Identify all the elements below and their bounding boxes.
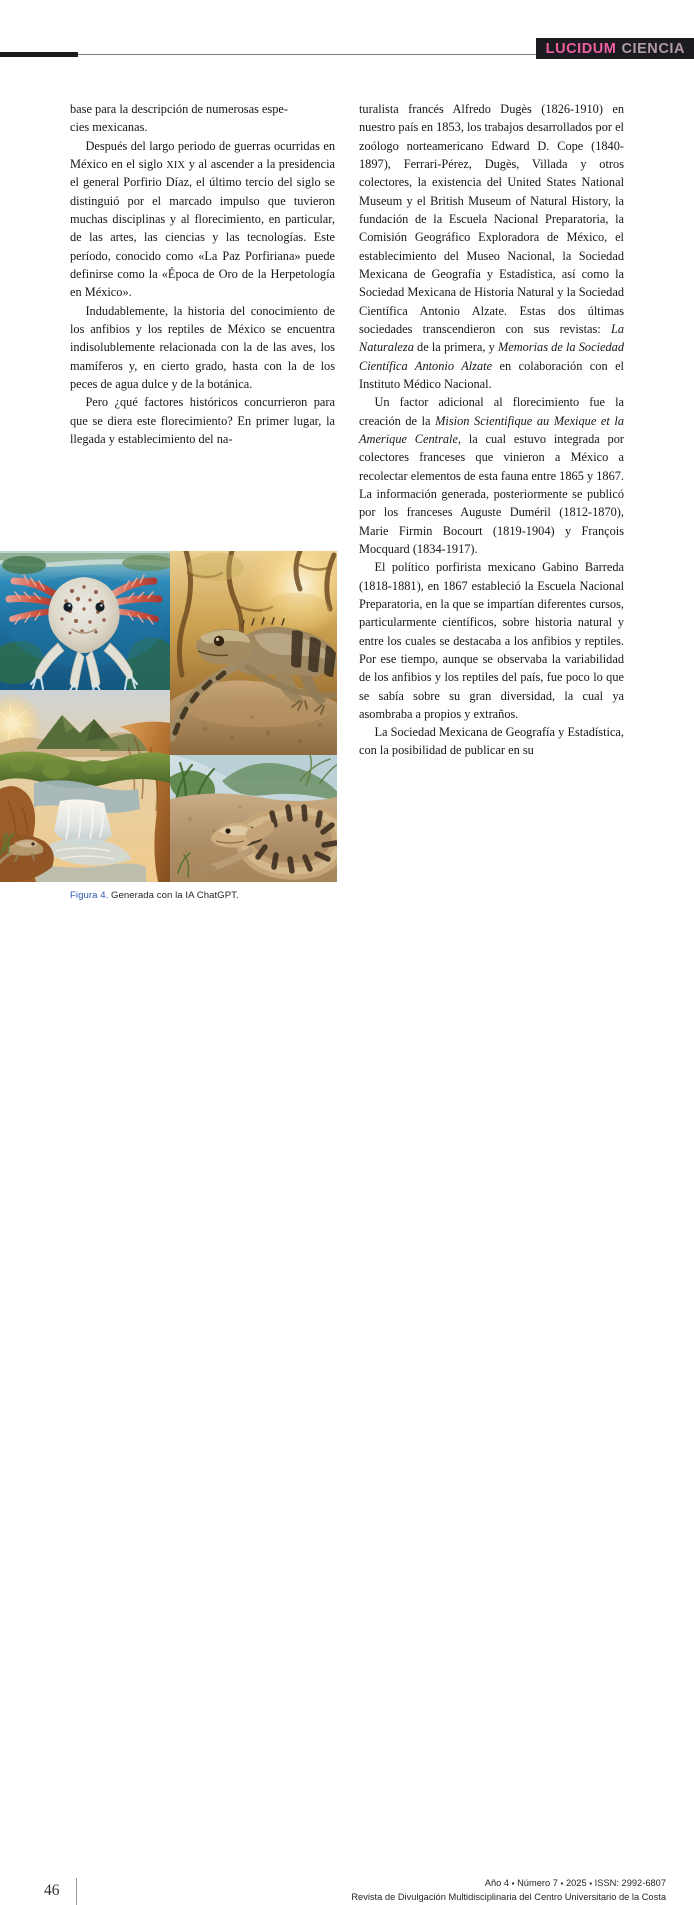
footer-imprint (351, 1876, 666, 1905)
body-column-left (70, 100, 335, 448)
figure-caption-label: Figura 4. (70, 890, 109, 901)
paragraph: Pero ¿qué factores históricos concurrieron para que se diera este florecimiento? En primer lugar, la llegada y establecimiento del na- (70, 395, 335, 446)
masthead-banner (536, 38, 694, 59)
iguana-photo (170, 533, 352, 755)
paragraph: Indudablemente, la historia del conocimiento de los anfibios y los reptiles de México se encuentra indisolublemente relacionada con la de las aves, los mamíferos y, en cierto grado, hasta con la de los peces de agua dulce y de la botánica. (70, 303, 335, 391)
figure-4-collage (0, 551, 337, 882)
page-number: 46 (44, 1882, 60, 1899)
journal-title-memorias: Memorias de la Sociedad Científica Antonio Alzate (359, 340, 625, 373)
paragraph: turalista francés Alfredo Dugès (1826-1910) en nuestro país en 1853, los trabajos desarrollados por el zoólogo norteamericano Edward D. Cope (1840-1897), Ferrari-Pérez, Dugès, Villada y otros colectores, la existencia del United States National Museum y el British Museum of Natural History, la fundación de la Escuela Nacional Preparatoria, la Comisión Geográfico Exploradora de México, el establecimiento del Museo Nacional, la Sociedad Mexicana de Geografía y Estadística, así como la Sociedad Mexicana de Historia Natural y la Sociedad Científica Antonio Alzate. Estas dos últimas sociedades transcendieron con sus revistas: La Naturaleza de la primera, y Memorias de la Sociedad Científica Antonio Alzate en colaboración con el Instituto Médico Nacional. (359, 102, 625, 391)
folio-divider (76, 1878, 77, 1905)
footer-issue: Número 7 (517, 1878, 558, 1888)
masthead-secondary-word: CIENCIA (621, 40, 685, 57)
footer-journal-line: Revista de Divulgación Multidisciplinaria del Centro Universitario de la Costa (351, 1892, 666, 1903)
journal-title-naturaleza: La Naturaleza (359, 321, 624, 355)
body-column-right (359, 100, 624, 760)
page-header (0, 0, 694, 78)
axolotl-photo (0, 551, 174, 694)
rattlesnake-photo (170, 755, 341, 882)
footer-year: Año 4 (484, 1878, 510, 1888)
paragraph: El político porfirista mexicano Gabino Barreda (1818-1881), en 1867 estableció la Escuela Nacional Preparatoria, en la que se impartían diferentes cursos, particularmente científicos, sobre historia natural y entre los cuales se destacaba a los anfibios y reptiles. Por ese tiempo, aunque se observaba la variabilidad de los anfibios y los reptiles del país, fue poco lo que se sabía sobre su gran diversidad, la cual ya asombraba a propios y extraños. (359, 560, 624, 721)
figure-caption-text: Generada con la IA ChatGPT. (111, 890, 239, 901)
footer-separator: ▪ (589, 1879, 593, 1888)
footer-publication-year: 2025 (565, 1878, 587, 1888)
footer-separator: ▪ (560, 1879, 564, 1888)
figure-caption (70, 890, 370, 901)
collage-svg (0, 551, 337, 882)
footer-separator: ▪ (511, 1879, 515, 1888)
masthead-primary-word: LUCIDUM (545, 40, 617, 57)
waterfall-landscape-photo (0, 690, 170, 882)
mission-title: Mision Scientifique au Mexique et la Amerique Centrale (359, 413, 624, 446)
footer-issn: ISSN: 2992-6807 (594, 1878, 666, 1888)
page-footer (0, 938, 694, 1903)
paragraph: base para la descripción de numerosas espe- cies mexicanas. (70, 102, 288, 135)
paragraph: Un factor adicional al florecimiento fue la creación de la Mision Scientifique au Mexique et la Amerique Centrale, la cual estuvo integrada por colectores franceses que vinieron a México a recolectar elementos de esta fauna entre 1865 y 1867. La información generada, posteriormente se publicó por los franceses Auguste Duméril (1812-1870), Marie Firmin Bocourt (1819-1904) y François Mocquard (1834-1917). (359, 395, 624, 556)
paragraph: Después del largo periodo de guerras ocurridas en México en el siglo XIX y al ascender a la presidencia el general Porfirio Díaz, el último tercio del siglo se distinguió por el marcado impulso que tuvieron muchas disciplinas y al florecimiento, en particular, de las artes, las ciencias y las tecnologías. Este período, conocido como «La Paz Porfiriana» puede definirse como la «Época de Oro de la Herpetología en México». (70, 138, 335, 300)
header-rule-thick (0, 52, 78, 57)
paragraph: La Sociedad Mexicana de Geografía y Estadística, con la posibilidad de publicar en su (359, 725, 624, 758)
footer-issue-line (351, 1876, 666, 1890)
